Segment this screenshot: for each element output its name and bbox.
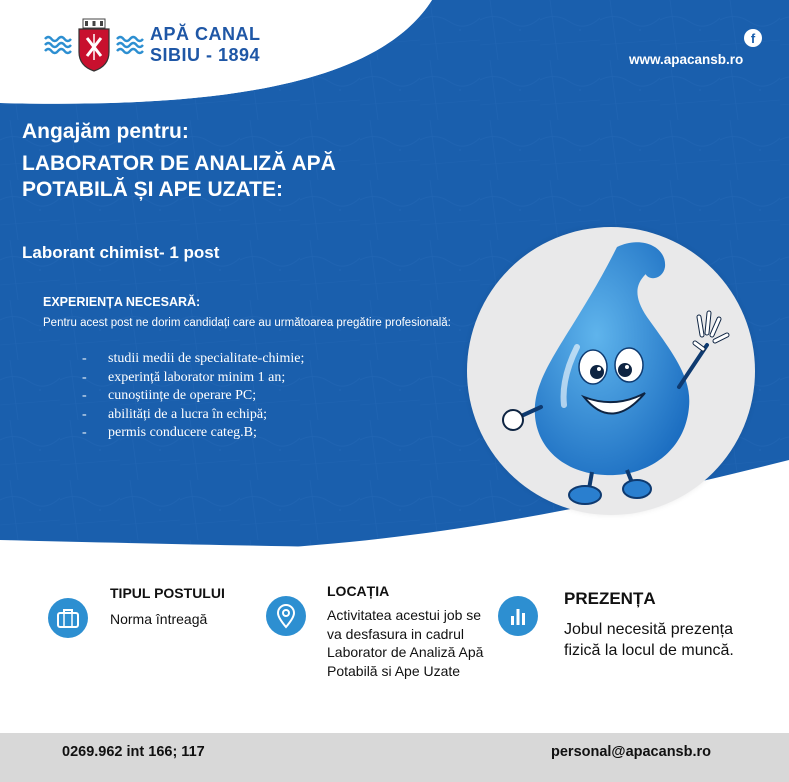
requirement-text: abilități de a lucra în echipă; (108, 406, 267, 422)
presence-text: Jobul necesită prezența fizică la locul de muncă. (564, 621, 734, 659)
mascot-circle (467, 227, 755, 515)
brand-line-2: SIBIU - 1894 (150, 45, 261, 65)
experience-intro: Pentru acest post ne dorim candidați care au următoarea pregătire profesională: (43, 317, 451, 329)
presence-title: PREZENȚA (564, 589, 656, 608)
job-type-title: TIPUL POSTULUI (110, 585, 225, 601)
list-item: - cunoștiințe de operare PC; (82, 388, 257, 404)
location-pin-icon (266, 596, 306, 636)
brand-logo[interactable] (44, 18, 261, 72)
waves-left-icon (44, 34, 72, 56)
requirement-text: permis conducere categ.B; (108, 425, 257, 441)
position-title: Laborant chimist- (22, 243, 165, 262)
list-item: - studii medii de specialitate-chimie; (82, 351, 305, 366)
position-line (22, 243, 219, 263)
hiring-subtitle: Angajăm pentru: (22, 120, 189, 143)
department-title: LABORATOR DE ANALIZĂ APĂ POTABILĂ ȘI APE UZATE: (22, 152, 336, 201)
requirement-text: studii medii de specialitate-chimie; (108, 351, 305, 366)
position-count: 1 post (164, 243, 220, 262)
water-drop-mascot-icon (467, 227, 755, 515)
location-text: Activitatea acestui job se va desfasura in cadrul Laborator de Analiză Apă Potabilă si Ape Uzate (327, 607, 484, 679)
facebook-icon[interactable]: f (744, 29, 762, 47)
experience-title: EXPERIENȚA NECESARĂ: (43, 295, 201, 309)
briefcase-icon (48, 598, 88, 638)
waves-right-icon (116, 34, 144, 56)
brand-name (150, 24, 261, 66)
coat-of-arms-icon (75, 18, 113, 72)
brand-line-1: APĂ CANAL (150, 24, 261, 44)
job-type-text: Norma întreagă (110, 611, 208, 627)
list-item: - experință laborator minim 1 an; (82, 369, 286, 385)
requirement-text: experință laborator minim 1 an; (108, 369, 286, 385)
website-link[interactable]: www.apacansb.ro (629, 52, 744, 67)
list-item: - permis conducere categ.B; (82, 425, 257, 441)
contact-phone[interactable]: 0269.962 int 166; 117 (62, 744, 205, 760)
contact-email[interactable]: personal@apacansb.ro (551, 744, 711, 760)
list-item: - abilități de a lucra în echipă; (82, 406, 267, 422)
location-title: LOCAȚIA (327, 583, 390, 599)
requirement-text: cunoștiințe de operare PC; (108, 388, 257, 404)
requirements-list (82, 350, 304, 443)
bar-chart-icon (498, 596, 538, 636)
